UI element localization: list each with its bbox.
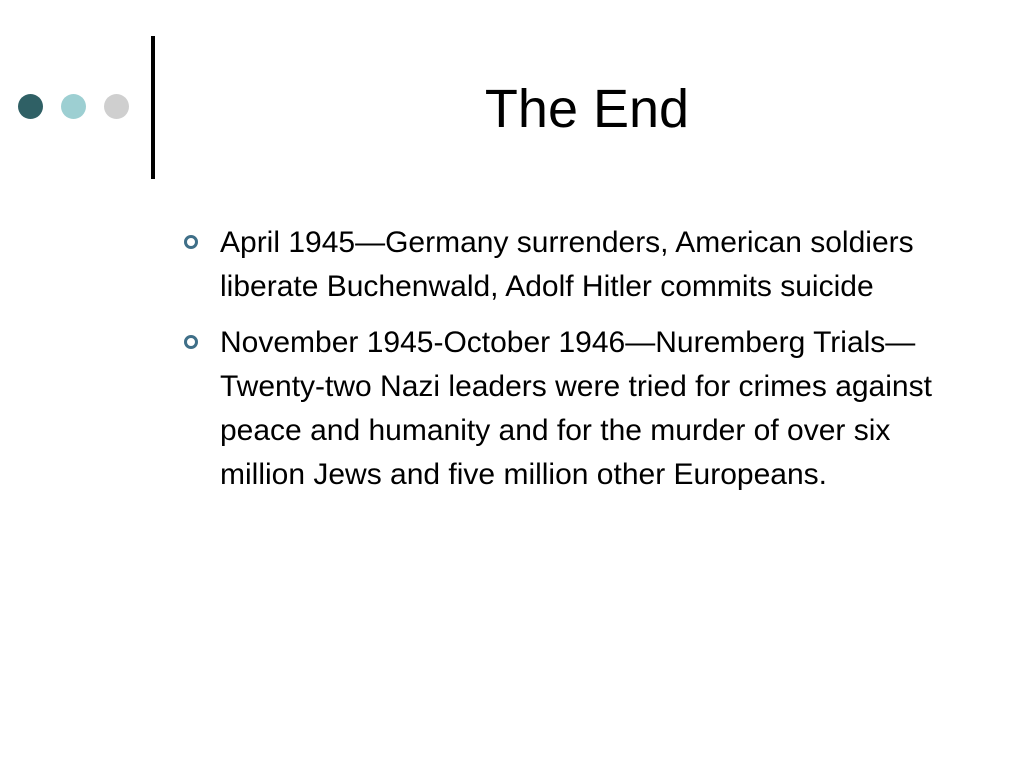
light-teal-dot (61, 94, 86, 119)
title-divider (151, 36, 155, 179)
bullet-item (182, 221, 982, 309)
gray-dot (104, 94, 129, 119)
bullet-list (182, 221, 982, 509)
bullet-text: April 1945—Germany surrenders, American soldiers liberate Buchenwald, Adolf Hitler commits suicide (220, 226, 914, 303)
ring-bullet-icon (182, 221, 220, 265)
slide-title: The End (484, 79, 690, 139)
bullet-text: November 1945-October 1946—Nuremberg Trials—Twenty-two Nazi leaders were tried for crimes against peace and humanity and for the murder of over six million Jews and five million other Europeans. (220, 326, 932, 491)
bullet-item (182, 321, 982, 497)
dark-teal-dot (18, 94, 43, 119)
ring-bullet-icon (182, 321, 220, 365)
